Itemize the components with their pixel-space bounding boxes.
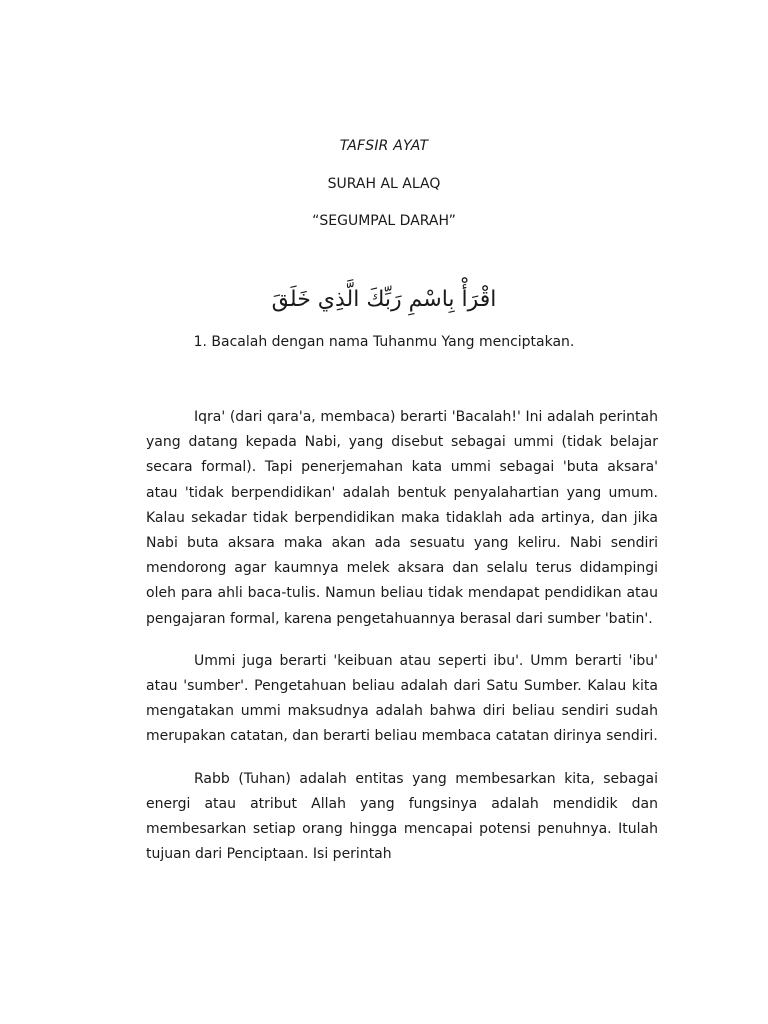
verse-translation: 1. Bacalah dengan nama Tuhanmu Yang menciptakan.	[193, 334, 575, 350]
arabic-verse: اقْرَأْ بِاسْمِ رَبِّكَ الَّذِي خَلَقَ	[271, 287, 497, 312]
document-title: TAFSIR AYAT	[339, 138, 429, 154]
paragraph: Rabb (Tuhan) adalah entitas yang membesarkan kita, sebagai energi atau atribut Allah yang fungsinya adalah mendidik dan membesarkan setiap orang hingga mencapai potensi penuhnya. Itulah tujuan dari Penciptaan. Isi perintah	[146, 770, 658, 863]
surah-meaning: “SEGUMPAL DARAH”	[312, 213, 456, 229]
paragraph: Iqra' (dari qara'a, membaca) berarti 'Bacalah!' Ini adalah perintah yang datang kepada Nabi, yang disebut sebagai ummi (tidak belajar secara formal). Tapi penerjemahan kata ummi sebagai 'buta aksara' atau 'tidak berpendidikan' adalah bentuk penyalahartian yang umum. Kalau sekadar tidak berpendidikan maka tidaklah ada artinya, dan jika Nabi buta aksara maka akan ada sesuatu yang keliru. Nabi sendiri mendorong agar kaumnya melek aksara dan selalu terus didampingi oleh para ahli baca-tulis. Namun beliau tidak mendapat pendidikan atau pengajaran formal, karena pengetahuannya berasal dari sumber 'batin'.	[146, 409, 658, 627]
body-text	[146, 405, 658, 884]
surah-name: SURAH AL ALAQ	[327, 176, 441, 192]
paragraph: Ummi juga berarti 'keibuan atau seperti ibu'. Umm berarti 'ibu' atau 'sumber'. Pengetahuan beliau adalah dari Satu Sumber. Kalau kita mengatakan ummi maksudnya adalah bahwa diri beliau sendiri sudah merupakan catatan, dan berarti beliau membaca catatan dirinya sendiri.	[146, 652, 658, 745]
